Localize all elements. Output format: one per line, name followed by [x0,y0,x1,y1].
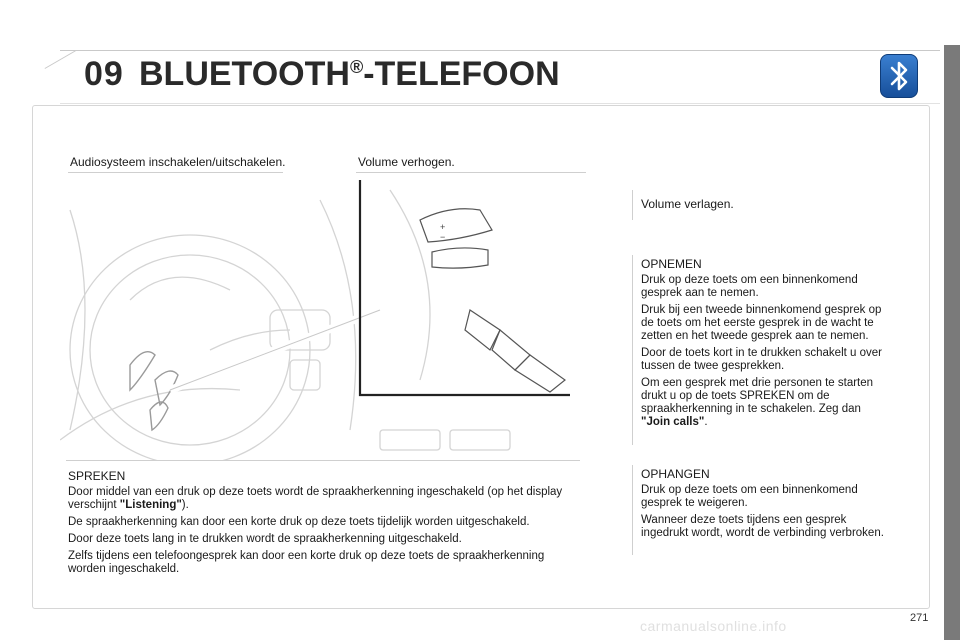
spreken-p1-text: Door middel van een druk op deze toets wordt de spraakherkenning ingeschakeld (op het display verschijnt [68,486,563,511]
page-title-suffix: -TELEFOON [363,55,560,93]
header-rule-diagonal [45,50,77,69]
ophangen-p1: Druk op deze toets om een binnenkomend gesprek te weigeren. [641,484,858,509]
ophangen-heading: OPHANGEN [641,467,710,481]
spreken-heading: SPREKEN [68,469,126,483]
listening-label: "Listening" [119,499,182,511]
header-bottom-rule [60,103,940,104]
page-title-main: BLUETOOTH [139,55,350,93]
ophangen-p2: Wanneer deze toets tijdens een gesprek ingedrukt wordt, wordt de verbinding verbroken. [641,514,884,539]
opnemen-p3: Door de toets kort in te drukken schakelt u over tussen de twee gesprekken. [641,347,882,372]
callout-volume-down: Volume verlagen. [641,197,734,211]
ophangen-marker [632,465,633,555]
opnemen-marker [632,255,633,445]
vol-plus-glyph: + [440,222,446,232]
spreken-p3: Door deze toets lang in te drukken wordt de spraakherkenning uitgeschakeld. [68,533,462,545]
steering-wheel-illustration [60,180,640,460]
opnemen-p2: Druk bij een tweede binnenkomend gesprek op de toets om het eerste gesprek in de wacht te zetten en het tweede gesprek aan te nemen. [641,304,882,342]
volume-down-marker [632,190,633,220]
watermark: carmanualsonline.info [640,618,787,634]
vol-minus-glyph: − [440,232,446,242]
opnemen-heading: OPNEMEN [641,257,702,271]
ophangen-section [641,468,891,544]
callout-audio-toggle-line [68,172,283,173]
spreken-section [68,470,568,580]
opnemen-section [641,258,891,433]
callout-audio-toggle: Audiosysteem inschakelen/uitschakelen. [70,155,286,169]
spreken-p1 [68,486,568,512]
join-calls-command: "Join calls" [641,416,705,428]
spreken-p1-end: ). [181,499,189,511]
header-rule [60,50,940,51]
side-bar [944,45,960,640]
opnemen-p1: Druk op deze toets om een binnenkomend gesprek aan te nemen. [641,274,858,299]
bluetooth-icon [880,54,918,98]
page-number: 271 [910,612,929,624]
page-title [139,55,560,94]
callout-volume-up: Volume verhogen. [358,155,455,169]
registered-mark: ® [349,57,364,77]
spreken-p2: De spraakherkenning kan door een korte druk op deze toets tijdelijk worden uitgeschakeld. [68,516,530,528]
opnemen-p4 [641,377,891,429]
chapter-number: 09 [84,55,124,93]
callout-volume-up-line [356,172,586,173]
spreken-line [66,460,580,461]
spreken-p4: Zelfs tijdens een telefoongesprek kan door een korte druk op deze toets de spraakherkenning worden ingeschakeld. [68,550,545,575]
opnemen-p4-end: . [704,416,708,428]
opnemen-p4-text: Om een gesprek met drie personen te starten drukt u op de toets SPREKEN om de spraakherkenning in te schakelen. Zeg dan [641,377,874,415]
